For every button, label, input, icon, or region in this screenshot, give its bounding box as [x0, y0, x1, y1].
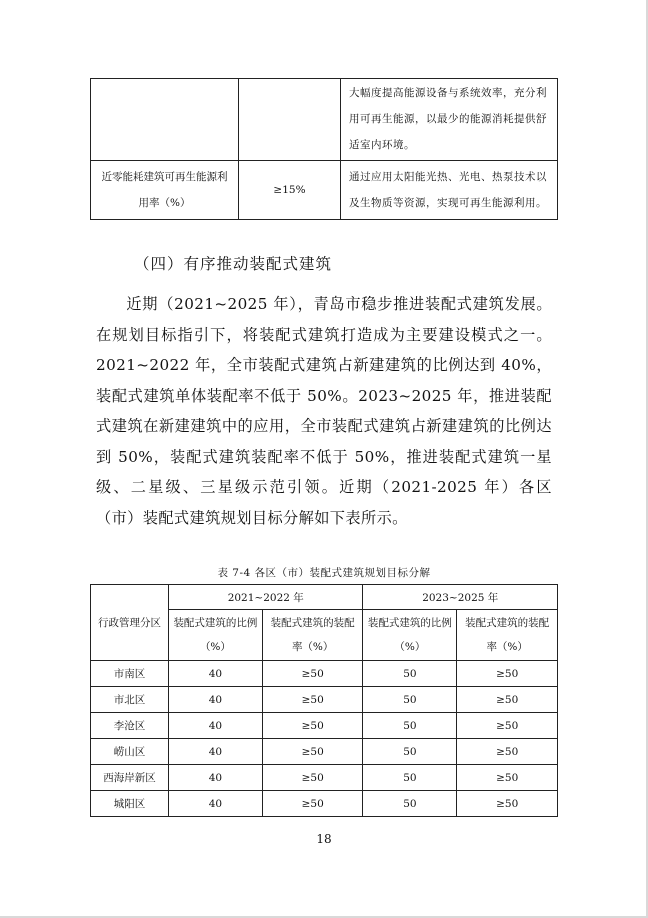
column-header-rate-2025: 装配式建筑的装配率（%） — [457, 610, 558, 661]
rate-2025-cell: ≥50 — [457, 713, 558, 739]
table-row — [91, 161, 558, 220]
table-header-row — [91, 585, 558, 610]
description-cell: 大幅度提高能源设备与系统效率，充分利用可再生能源，以最少的能源消耗提供舒适室内环境。 — [341, 79, 558, 161]
section-heading: （四）有序推动装配式建筑 — [134, 255, 333, 273]
column-header-ratio-2022: 装配式建筑的比例（%） — [169, 610, 263, 661]
ratio-2022-cell: 40 — [169, 687, 263, 713]
column-header-district: 行政管理分区 — [91, 585, 169, 661]
district-cell: 崂山区 — [91, 739, 169, 765]
rate-2025-cell: ≥50 — [457, 791, 558, 817]
ratio-2022-cell: 40 — [169, 765, 263, 791]
column-header-ratio-2025: 装配式建筑的比例（%） — [363, 610, 457, 661]
district-cell: 西海岸新区 — [91, 765, 169, 791]
body-paragraph: 近期（2021~2025 年），青岛市稳步推进装配式建筑发展。在规划目标指引下，将装配式建筑打造成为主要建设模式之一。2021~2022 年，全市装配式建筑占新建建筑的比例达到 40%，装配式建筑单体装配率不低于 50%。2023~2025 年，推进装配式建筑在新建建筑中的应用，全市装配式建筑占新建建筑的比例达到 50%，装配式建筑装配率不低于 50%，推进装配式建筑一星级、二星级、三星级示范引领。近期（2021-2025 年）各区（市）装配式建筑规划目标分解如下表所示。 — [96, 295, 552, 527]
rate-2022-cell: ≥50 — [262, 687, 363, 713]
ratio-2022-cell: 40 — [169, 791, 263, 817]
rate-2025-cell: ≥50 — [457, 739, 558, 765]
indicator-name-cell — [91, 79, 239, 161]
table-row — [91, 791, 558, 817]
target-value-cell — [239, 79, 341, 161]
indicator-name-cell: 近零能耗建筑可再生能源利用率（%） — [91, 161, 239, 220]
table-row — [91, 79, 558, 161]
table-caption: 表 7-4 各区（市）装配式建筑规划目标分解 — [217, 567, 431, 579]
column-group-2021-2022: 2021~2022 年 — [169, 585, 363, 610]
column-header-rate-2022: 装配式建筑的装配率（%） — [262, 610, 363, 661]
rate-2025-cell: ≥50 — [457, 765, 558, 791]
rate-2022-cell: ≥50 — [262, 713, 363, 739]
ratio-2022-cell: 40 — [169, 739, 263, 765]
target-value-cell: ≥15% — [239, 161, 341, 220]
rate-2022-cell: ≥50 — [262, 765, 363, 791]
ratio-2025-cell: 50 — [363, 765, 457, 791]
table-row — [91, 765, 558, 791]
prefab-building-target-table — [90, 584, 558, 817]
energy-target-table-continued — [90, 78, 558, 220]
district-cell: 城阳区 — [91, 791, 169, 817]
column-group-2023-2025: 2023~2025 年 — [363, 585, 558, 610]
description-cell: 通过应用太阳能光热、光电、热泵技术以及生物质等资源，实现可再生能源利用。 — [341, 161, 558, 220]
table-row — [91, 713, 558, 739]
page-number: 18 — [316, 832, 332, 846]
ratio-2025-cell: 50 — [363, 687, 457, 713]
rate-2025-cell: ≥50 — [457, 661, 558, 687]
ratio-2025-cell: 50 — [363, 791, 457, 817]
table-row — [91, 739, 558, 765]
rate-2022-cell: ≥50 — [262, 791, 363, 817]
ratio-2022-cell: 40 — [169, 661, 263, 687]
district-cell: 市南区 — [91, 661, 169, 687]
ratio-2025-cell: 50 — [363, 713, 457, 739]
rate-2022-cell: ≥50 — [262, 661, 363, 687]
district-cell: 李沧区 — [91, 713, 169, 739]
rate-2025-cell: ≥50 — [457, 687, 558, 713]
table-row — [91, 687, 558, 713]
rate-2022-cell: ≥50 — [262, 739, 363, 765]
table-row — [91, 661, 558, 687]
ratio-2025-cell: 50 — [363, 661, 457, 687]
district-cell: 市北区 — [91, 687, 169, 713]
ratio-2025-cell: 50 — [363, 739, 457, 765]
ratio-2022-cell: 40 — [169, 713, 263, 739]
